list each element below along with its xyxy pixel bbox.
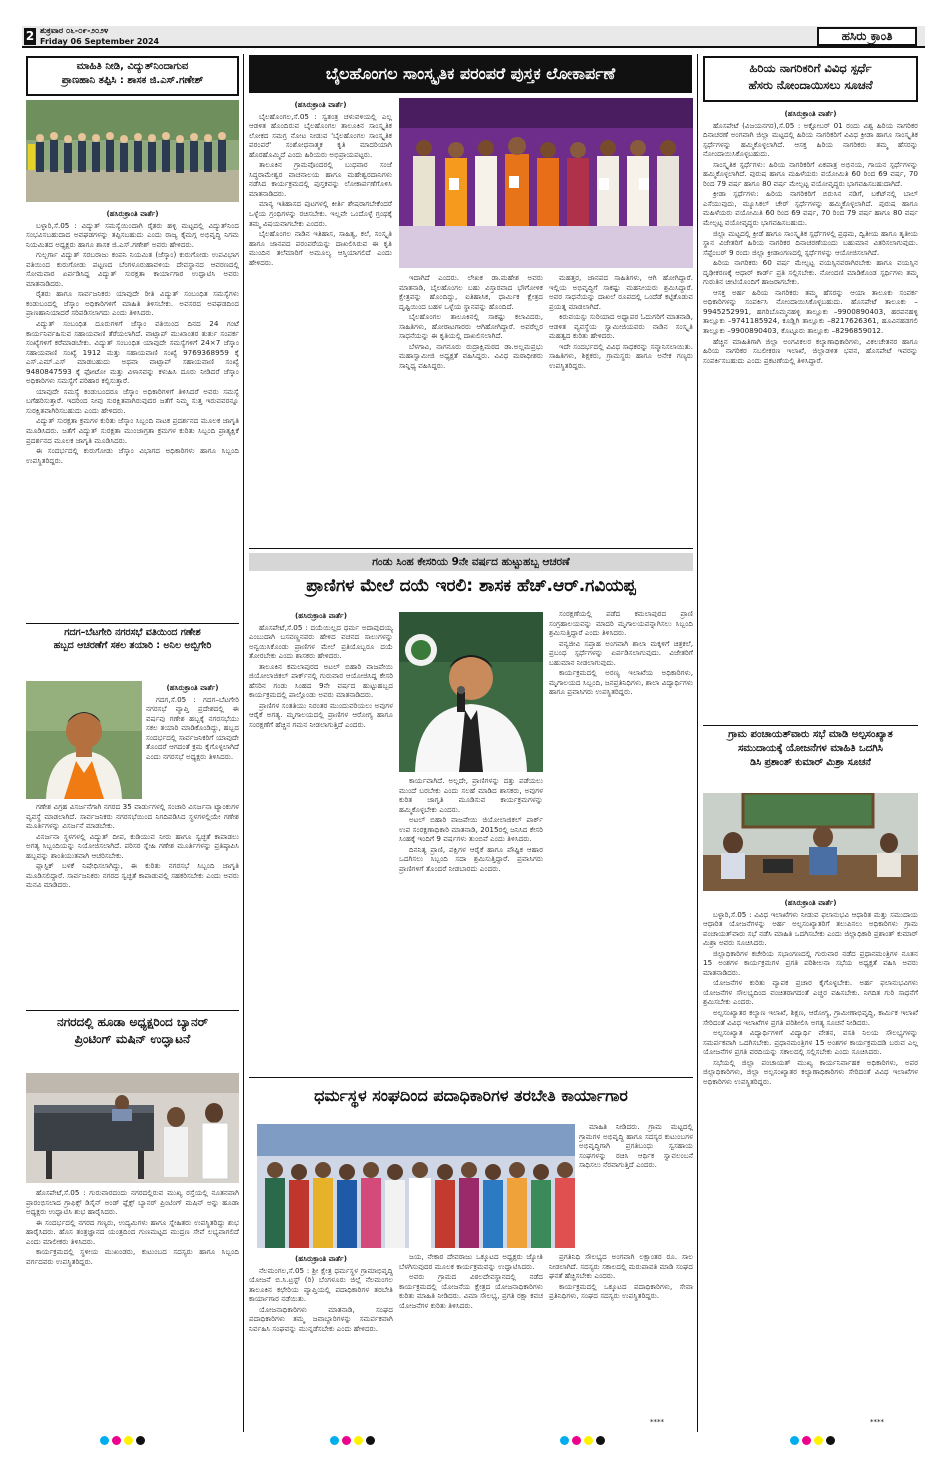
registration-dot	[112, 1436, 121, 1445]
panchayat-body	[703, 896, 918, 1418]
registration-dot	[572, 1436, 581, 1445]
paragraph: ಬೈಲಹೊಂಗಲ,ಸೆ.05 : ಸ್ವತಂತ್ರ ಚಳುವಳಿಯಲ್ಲಿ ಎಲ್ಲ ಆಡಳಿತ ಹೊಂದಿರುವ ಬೈಲಹೊಂಗಲ ತಾಲೂಕಿನ ಸಾಂಸ್ಕೃತಿಕ ಲೋಕದ ಸಮಗ್ರ ನೋಟ ನೀಡುವ 'ಬೈಲಹೊಂಗಲ ಸಾಂಸ್ಕೃತಿಕ ಪರಂಪರೆ' ಸಂಶೋಧನಾತ್ಮಕ ಕೃತಿ ಮಾದರಿಯಾಗಿ ಹೊರಹೊಮ್ಮಿದೆ ಎಂದು ಹಿರಿಯರು ಅಭಿಪ್ರಾಯಪಟ್ಟರು.	[249, 111, 392, 159]
panchayat-headline-3: ಡಿಸಿ ಪ್ರಶಾಂತ್ ಕುಮಾರ್ ಮಿಶ್ರಾ ಸೂಚನೆ	[750, 757, 871, 768]
paragraph: ಕಾರ್ಯಕ್ರಮದಲ್ಲಿ ಒಕ್ಕೂಟದ ಪದಾಧಿಕಾರಿಗಳು, ಸೇವಾ ಪ್ರತಿನಿಧಿಗಳು, ಸಂಘದ ಸದಸ್ಯರು ಉಪಸ್ಥಿತರಿದ್ದರು.	[549, 1281, 693, 1301]
animals-headline: ಪ್ರಾಣಿಗಳ ಮೇಲೆ ದಯೆ ಇರಲಿ: ಶಾಸಕ ಹೆಚ್.ಆರ್.ಗವಿಯಪ್ಪ	[306, 576, 636, 596]
paragraph: ತಾಲೂಕಿನ ಕಮಲಾಪುರದ ಅಟಲ್ ಬಿಹಾರಿ ವಾಜಪೇಯಿ ಜಿಯೋಲಾಜಿಕಲ್ ಪಾರ್ಕ್‌ನಲ್ಲಿ ಗುರುವಾರ ಆಯೋಜಿಸಿದ್ದ ಕೇಸರಿ ಹೆಸರಿನ ಗಂಡು ಸಿಂಹದ 9ನೇ ವರ್ಷದ ಹುಟ್ಟುಹಬ್ಬದ ಕಾರ್ಯಕ್ರಮದಲ್ಲಿ ಪಾಲ್ಗೊಂಡು ಅವರು ಮಾತನಾಡಿದರು.	[249, 661, 393, 700]
panchayat-headline-1: ಗ್ರಾಮ ಪಂಚಾಯತ್‌ವಾರು ಸಭೆ ಮಾಡಿ ಅಲ್ಪಸಂಖ್ಯಾತ	[728, 729, 893, 740]
divider	[249, 548, 693, 549]
registration-dot	[814, 1436, 823, 1445]
paragraph: ಈ ಸಂದರ್ಭದಲ್ಲಿ ನಗರದ ಗಣ್ಯರು, ಉದ್ಯಮಿಗಳು ಹಾಗೂ ಸ್ನೇಹಿತರು ಉಪಸ್ಥಿತರಿದ್ದು ಶುಭ ಹಾರೈಸಿದರು. ಹೊಸ ತಂತ್ರಜ್ಞಾನದ ಯಂತ್ರದಿಂದ ಗುಣಮಟ್ಟದ ಮುದ್ರಣ ಸೇವೆ ಲಭ್ಯವಾಗಲಿದೆ ಎಂದು ಮಾಲೀಕರು ತಿಳಿಸಿದರು.	[26, 1217, 239, 1246]
registration-dot	[124, 1436, 133, 1445]
paragraph: ಹೊಸಪೇಟೆ,ಸೆ.05 : ಗುರುವಾರದಂದು ನಗರದಲ್ಲಿರುವ ಮುಖ್ಯ ರಸ್ತೆಯಲ್ಲಿ ನೂತನವಾಗಿ ಪ್ರಾರಂಭಿಸಲಾದ ಗ್ರಾಫಿಕ್ಸ್ ಡಿಸೈನ್ ಅಂಡ್ ಫ್ಲೆಕ್ಸ್ ಬ್ಯಾನರ್ ಪ್ರಿಂಟಿಂಗ್ ಮಷಿನ್ ಅನ್ನು ಹೂಡಾ ಅಧ್ಯಕ್ಷರು ಉದ್ಘಾಟಿಸಿ ಶುಭ ಹಾರೈಸಿದರು.	[26, 1188, 239, 1217]
registration-dot	[136, 1436, 145, 1445]
panchayat-photo	[703, 793, 918, 891]
paragraph: ವಿಸರ್ಜನಾ ಸ್ಥಳಗಳಲ್ಲಿ ವಿದ್ಯುತ್ ದೀಪ, ಕುಡಿಯುವ ನೀರು ಹಾಗೂ ಸ್ವಚ್ಛತೆ ಕಾಪಾಡಲು ಅಗತ್ಯ ಸಿಬ್ಬಂದಿಯನ್ನು ನಿಯೋಜಿಸಲಾಗಿದೆ. ಪರಿಸರ ಸ್ನೇಹಿ ಗಣೇಶ ಮೂರ್ತಿಗಳನ್ನು ಪ್ರತಿಷ್ಠಾಪಿಸಿ ಹಬ್ಬವನ್ನು ಶಾಂತಿಯುತವಾಗಿ ಆಚರಿಸಬೇಕು.	[26, 831, 239, 860]
page-header	[22, 26, 925, 48]
electricity-photo	[26, 100, 239, 202]
paragraph: ಮಾಹಿತಿ ನೀಡಿದರು. ಗ್ರಾಮ ಮಟ್ಟದಲ್ಲಿ ಗ್ರಾಮಗಳ ಅಭಿವೃದ್ಧಿ ಹಾಗೂ ಸದಸ್ಯರ ಕುಟುಂಬಗಳ ಅಭಿವೃದ್ಧಿಗಾಗಿ ಪ್ರಗತಿಬಂಧು ಸ್ವಸಹಾಯ ಸಂಘಗಳನ್ನು ರಚಿಸಿ ಆರ್ಥಿಕ ಸ್ವಾವಲಂಬನೆ ಸಾಧಿಸಲು ನೆರವಾಗುತ್ತಿದೆ ಎಂದರು.	[579, 1122, 693, 1170]
divider	[26, 623, 239, 624]
paragraph: ಈ ಸಂದರ್ಭದಲ್ಲಿ ಕುರುಗೋಡು ಜೆಸ್ಕಾಂ ವಿಭಾಗದ ಅಧಿಕಾರಿಗಳು ಹಾಗೂ ಸಿಬ್ಬಂದಿ ಉಪಸ್ಥಿತರಿದ್ದರು.	[26, 446, 239, 465]
registration-marks	[100, 1436, 145, 1445]
paragraph: ಯೋಜನೆಗಳ ಕುರಿತು ವ್ಯಾಪಕ ಪ್ರಚಾರ ಕೈಗೊಳ್ಳಬೇಕು. ಅರ್ಹ ಫಲಾನುಭವಿಗಳು ಯೋಜನೆಗಳ ಸೌಲಭ್ಯದಿಂದ ವಂಚಿತರಾಗದಂತೆ ಎಚ್ಚರ ವಹಿಸಬೇಕು. ನಿಗದಿತ ಗುರಿ ಸಾಧನೆಗೆ ಶ್ರಮಿಸಬೇಕು ಎಂದರು.	[703, 978, 918, 1007]
paragraph: ಹಿರಿಯ ನಾಗರಿಕರು 60 ವರ್ಷ ಮೇಲ್ಪಟ್ಟ ವಯಸ್ಸಿನವರಾಗಿರಬೇಕು ಹಾಗೂ ವಯಸ್ಸಿನ ದೃಢೀಕರಣಕ್ಕೆ ಆಧಾರ್ ಕಾರ್ಡ್ ಪ್ರತಿ ಸಲ್ಲಿಸಬೇಕು. ನೋಂದಣಿ ಮಾಡಿಕೊಂಡ ಸ್ಪರ್ಧಿಗಳು ತಮ್ಮ ಗುರುತಿನ ಚೀಟಿಯೊಂದಿಗೆ ಹಾಜರಾಗಬೇಕು.	[703, 258, 918, 287]
paragraph: ಜಿಲ್ಲಾಧಿಕಾರಿಗಳ ಕಚೇರಿಯ ಸಭಾಂಗಣದಲ್ಲಿ ಗುರುವಾರ ನಡೆದ ಪ್ರಧಾನಮಂತ್ರಿಗಳ ನೂತನ 15 ಅಂಶಗಳ ಕಾರ್ಯಕ್ರಮಗಳ ಪ್ರಗತಿ ಪರಿಶೀಲನಾ ಸಭೆಯ ಅಧ್ಯಕ್ಷತೆ ವಹಿಸಿ ಅವರು ಮಾತನಾಡಿದರು.	[703, 948, 918, 977]
panchayat-headline-2: ಸಮುದಾಯಕ್ಕೆ ಯೋಜನೆಗಳ ಮಾಹಿತಿ ಒದಗಿಸಿ	[738, 743, 883, 754]
paragraph: ಸಾಂಸ್ಕೃತಿಕ ಸ್ಪರ್ಧೆಗಳು: ಹಿರಿಯ ನಾಗರಿಕರಿಗೆ ಏಕಪಾತ್ರ ಅಭಿನಯ, ಗಾಯನ ಸ್ಪರ್ಧೆಗಳನ್ನು ಹಮ್ಮಿಕೊಳ್ಳಲಾಗಿದೆ. ಪುರುಷ ಹಾಗೂ ಮಹಿಳೆಯರು ವಯೋಮಿತಿ 60 ರಿಂದ 69 ವರ್ಷ, 70 ರಿಂದ 79 ವರ್ಷ ಹಾಗೂ 80 ವರ್ಷ ಮೇಲ್ಪಟ್ಟ ವಯೋವೃದ್ಧರು ಭಾಗವಹಿಸಬಹುದಾಗಿದೆ.	[703, 159, 918, 188]
registration-dot	[596, 1436, 605, 1445]
ganesha-lead	[146, 681, 239, 799]
paragraph: ಪ್ರಾಣಿಗಳ ಸಂತತಿಯು ನಿರಂತರ ಮುಂದುವರಿಯಲು ಅವುಗಳ ಆರೈಕೆ ಅಗತ್ಯ. ಮೃಗಾಲಯದಲ್ಲಿ ಪ್ರಾಣಿಗಳ ಆರೋಗ್ಯ ಹಾಗೂ ಸಂರಕ್ಷಣೆಗೆ ಹೆಚ್ಚಿನ ಗಮನ ನೀಡಲಾಗುತ್ತಿದೆ ಎಂದರು.	[249, 700, 393, 730]
column-rule	[697, 54, 698, 1432]
registration-dot	[354, 1436, 363, 1445]
divider	[26, 1010, 239, 1011]
paragraph: ಕಾರ್ಯಕ್ರಮದಲ್ಲಿ ಸ್ಥಳೀಯ ಮುಖಂಡರು, ಕುಟುಂಬದ ಸದಸ್ಯರು ಹಾಗೂ ಸಿಬ್ಬಂದಿ ವರ್ಗದವರು ಉಪಸ್ಥಿತರಿದ್ದರು.	[26, 1247, 239, 1266]
paragraph: ಕಿರುವಯಸ್ಸು ಸುರಿಯಾದ ಅಧ್ಯಾಪರ ಓದುಗರಿಗೆ ಮಾತನಾಡಿ, ಆಡಳಿತ ವ್ಯವಸ್ಥೆಯ ಸ್ವಾಮೀಜಿಯವರು ನಾಡಿನ ಸಂಸ್ಕೃತಿ ಮಹತ್ವದ ಕುರಿತು ಹೇಳಿದರು.	[549, 312, 693, 341]
seniors-headline-2: ಹೆಸರು ನೋಂದಾಯಿಸಲು ಸೂಚನೆ	[748, 77, 873, 92]
dharmasthala-col-3	[549, 1252, 693, 1418]
electricity-dateline: (ಹಸಿರುಕ್ರಾಂತಿ ವಾರ್ತೆ)	[106, 209, 159, 218]
book-release-photo	[399, 98, 693, 268]
paragraph: ಇದಾಗಿದೆ ಎಂದರು. ಲೇಖಕ ಡಾ.ಮಹೇಶ ಅವರು ಮಾತನಾಡಿ, ಬೈಲಹೊಂಗಲ ಬಹು ವಿಸ್ತಾರವಾದ ಭೌಗೋಳಿಕ ಕ್ಷೇತ್ರವನ್ನು ಹೊಂದಿದ್ದು, ಐತಿಹಾಸಿಕ, ಧಾರ್ಮಿಕ ಕ್ಷೇತ್ರದ ದೃಷ್ಟಿಯಿಂದ ಬಹಳ ಒಳ್ಳೆಯ ಸ್ಥಾನವನ್ನು ಹೊಂದಿದೆ.	[399, 273, 543, 311]
registration-marks	[330, 1436, 375, 1445]
dharmasthala-photo	[257, 1124, 575, 1248]
divider	[703, 725, 918, 726]
paragraph: ಮಾನ್ಯ ಇತಿಹಾಸದ ಪುಟಗಳಲ್ಲಿ ಕೀರ್ತಿ ಶೇಷರಾಗಬೇಕೆಂದರೆ ಒಳ್ಳೆಯ ಗ್ರಂಥಿಗಳನ್ನು ರಚಿಸಬೇಕು. ಇಲ್ಲವೇ ಒಂದೊಳ್ಳೆ ಗ್ರಂಥಕ್ಕೆ ತಮ್ಮ ವಿಷಯವಾಗಬೇಕು ಎಂದರು.	[249, 199, 392, 228]
book-release-col-3	[549, 273, 693, 543]
ganesha-body	[26, 802, 239, 1007]
electricity-headline-2: ಪ್ರಾಣಹಾನಿ ತಪ್ಪಿಸಿ : ಶಾಸಕ ಜಿ.ಎಸ್.ಗಣೇಶ್	[61, 75, 204, 86]
paragraph: ಬಳ್ಳಾರಿ,ಸೆ.05 : ವಿವಿಧ ಇಲಾಖೆಗಳು ನೀಡುವ ಫಲಾನುಭವಿ ಆಧಾರಿತ ಮತ್ತು ಸಮುದಾಯ ಆಧಾರಿತ ಯೋಜನೆಗಳನ್ನು ಅರ್ಹ ಅಲ್ಪಸಂಖ್ಯಾತರಿಗೆ ತಲುಪಿಸಲು ಅಧಿಕಾರಿಗಳು ಗ್ರಾಮ ಪಂಚಾಯತ್‌ವಾರು ಸಭೆ ನಡೆಸಿ ಮಾಹಿತಿ ಒದಗಿಸಬೇಕು ಎಂದು ಜಿಲ್ಲಾಧಿಕಾರಿ ಪ್ರಶಾಂತ್ ಕುಮಾರ್ ಮಿಶ್ರಾ ಅವರು ಸೂಚಿಸಿದರು.	[703, 909, 918, 948]
paragraph: ಬೆಳಗಾವಿ, ನಾಗನೂರು ರುದ್ರಾಕ್ಷಿಮಠದ ಡಾ.ಅಲ್ಲಮಪ್ರಭು ಮಹಾಸ್ವಾಮೀಜಿ ಅಧ್ಯಕ್ಷತೆ ವಹಿಸಿದ್ದರು. ವಿವಿಧ ಮಠಾಧೀಶರು ಸಾನ್ನಿಧ್ಯ ವಹಿಸಿದ್ದರು.	[399, 341, 543, 370]
page-number: 2	[25, 29, 35, 43]
registration-dot	[100, 1436, 109, 1445]
printing-headline-2: ಪ್ರಿಂಟಿಂಗ್ ಮಷಿನ್ ಉದ್ಘಾಟನೆ	[74, 1032, 191, 1047]
paragraph: ಪ್ರಗತಿನಿಧಿ ಸೌಲಭ್ಯದ ಅಂಗವಾಗಿ ಲಕ್ಷಾಂತರ ರೂ. ಸಾಲ ನೀಡಲಾಗಿದೆ. ಸದಸ್ಯರು ಸಕಾಲದಲ್ಲಿ ಮರುಪಾವತಿ ಮಾಡಿ ಸಂಘದ ಘನತೆ ಹೆಚ್ಚಿಸಬೇಕು ಎಂದರು.	[549, 1252, 693, 1281]
paragraph: ಬೈಲಹೊಂಗಲ ನಾಡಿನ ಇತಿಹಾಸ, ಸಾಹಿತ್ಯ, ಕಲೆ, ಸಂಸ್ಕೃತಿ ಹಾಗೂ ಜಾನಪದ ಪರಂಪರೆಯನ್ನು ದಾಖಲಿಸಿರುವ ಈ ಕೃತಿ ಮುಂದಿನ ತಲೆಮಾರಿಗೆ ಅಮೂಲ್ಯ ಆಸ್ತಿಯಾಗಲಿದೆ ಎಂದು ಹೇಳಿದರು.	[249, 229, 392, 267]
animals-col-2	[399, 776, 543, 1071]
seniors-headline-box	[703, 56, 918, 102]
paragraph: ರೈತರು ಹಾಗೂ ಸಾರ್ವಜನಿಕರು ಯಾವುದೇ ರೀತಿ ವಿದ್ಯುತ್ ಸಂಬಂಧಿತ ಸಮಸ್ಯೆಗಳು ಕಂಡುಬಂದಲ್ಲಿ ಜೆಸ್ಕಾಂ ಅಧಿಕಾರಿಗಳಿಗೆ ಮಾಹಿತಿ ತಿಳಿಸಬೇಕು. ಅವಸರದ ಅವಘಡದಿಂದ ಪ್ರಾಣಹಾನಿಯಾದರೆ ಸರಿಪಡಿಸಲಾಗದು ಎಂದು ತಿಳಿಸಿದರು.	[26, 289, 239, 318]
electricity-body	[26, 207, 239, 620]
registration-marks	[560, 1436, 605, 1445]
registration-dot	[330, 1436, 339, 1445]
animals-dateline: (ಹಸಿರುಕ್ರಾಂತಿ ವಾರ್ತೆ)	[294, 611, 347, 620]
animals-kicker: ಗಂಡು ಸಿಂಹ ಕೇಸರಿಯ 9ನೇ ವರ್ಷದ ಹುಟ್ಟುಹಬ್ಬ ಆಚರಣೆ	[249, 553, 693, 571]
paragraph: ದಿನನಿತ್ಯ ಪ್ರಾಣಿ, ಪಕ್ಷಿಗಳ ಆರೈಕೆ ಹಾಗೂ ಪೌಷ್ಟಿಕ ಆಹಾರ ಒದಗಿಸಲು ಸಿಬ್ಬಂದಿ ಸದಾ ಶ್ರಮಿಸುತ್ತಿದ್ದಾರೆ. ಪ್ರವಾಸಿಗರು ಪ್ರಾಣಿಗಳಿಗೆ ತೊಂದರೆ ನೀಡಬಾರದು ಎಂದರು.	[399, 844, 543, 873]
registration-marks	[790, 1436, 835, 1445]
electricity-headline-box	[26, 56, 239, 96]
paragraph: ಸಭೆಯಲ್ಲಿ ಜಿಲ್ಲಾ ಪಂಚಾಯತ್ ಮುಖ್ಯ ಕಾರ್ಯನಿರ್ವಾಹಕ ಅಧಿಕಾರಿಗಳು, ಅಪರ ಜಿಲ್ಲಾಧಿಕಾರಿಗಳು, ಜಿಲ್ಲಾ ಅಲ್ಪಸಂಖ್ಯಾತರ ಕಲ್ಯಾಣಾಧಿಕಾರಿಗಳು ಸೇರಿದಂತೆ ವಿವಿಧ ಇಲಾಖೆಗಳ ಅಧಿಕಾರಿಗಳು ಉಪಸ್ಥಿತರಿದ್ದರು.	[703, 1057, 918, 1086]
book-release-col-1	[249, 98, 392, 542]
paragraph: ಜಯ, ನೇಕಾರ ದೇವರಾಜು ಒಕ್ಕೂಟದ ಅಧ್ಯಕ್ಷರು ಜ್ಯೋತಿ ಬೆಳಗಿಸುವುದರ ಮೂಲಕ ಕಾರ್ಯಕ್ರಮವನ್ನು ಉದ್ಘಾಟಿಸಿದರು.	[399, 1252, 543, 1271]
ganesha-headline-1: ಗದಗ–ಬೆಟಗೇರಿ ನಗರಸಭೆ ವತಿಯಿಂದ ಗಣೇಶ	[64, 627, 201, 638]
ganesha-headline-2: ಹಬ್ಬದ ಆಚರಣೆಗೆ ಸಕಲ ತಯಾರಿ : ಅನಿಲ ಅಬ್ಬಿಗೇರಿ	[53, 640, 212, 652]
animals-photo	[399, 612, 543, 772]
end-marker: ****	[650, 1418, 664, 1426]
paragraph: ವಿದ್ಯುತ್ ಸಂಬಂಧಿತ ದೂರುಗಳಿಗೆ ಜೆಸ್ಕಾಂ ವತಿಯಿಂದ ದಿನದ 24 ಗಂಟೆ ಕಾರ್ಯನಿರ್ವಹಿಸುವ ಸಹಾಯವಾಣಿ ತೆರೆಯಲಾಗಿದೆ. ವಾಟ್ಸಾಪ್ ಮುಖಾಂತರ ತುರ್ತು ಸಂಪರ್ಕ ಸಂಖ್ಯೆಗಳಿಗೆ ಕರೆಮಾಡಬೇಕು. ವಿದ್ಯುತ್ ಸಂಬಂಧಿತ ಯಾವುದೇ ಸಮಸ್ಯೆಗಳಿಗೆ 24×7 ಜೆಸ್ಕಾಂ ಸಹಾಯವಾಣಿ ಸಂಖ್ಯೆ 1912 ಮತ್ತು ಸಹಾಯವಾಣಿ ಸಂಖ್ಯೆ 9769368959 ಕ್ಕೆ ಎಸ್.ಎಮ್.ಎಸ್ ಮಾಡಬಹುದು ಅಥವಾ ವಾಟ್ಸಾಪ್ ಸಹಾಯವಾಣಿ ಸಂಖ್ಯೆ 9480847593 ಕ್ಕೆ ಫೋಟೋ ಮತ್ತು ವಿಳಾಸವನ್ನು ಕಳುಹಿಸಿ ದೂರು ನೀಡಿದರೆ ಜೆಸ್ಕಾಂ ಅಧಿಕಾರಿಗಳು ಸಮಸ್ಯೆಗೆ ಪರಿಹಾರ ಕಲ್ಪಿಸುತ್ತಾರೆ.	[26, 319, 239, 386]
paragraph: ಹೊಸಪೇಟೆ (ವಿಜಯನಗರ),ಸೆ.05 : ಅಕ್ಟೋಬರ್ 01 ರಂದು ವಿಶ್ವ ಹಿರಿಯ ನಾಗರಿಕರ ದಿನಾಚರಣೆ ಅಂಗವಾಗಿ ಜಿಲ್ಲಾ ಮಟ್ಟದಲ್ಲಿ ಹಿರಿಯ ನಾಗರಿಕರಿಗೆ ವಿವಿಧ ಕ್ರೀಡಾ ಹಾಗೂ ಸಾಂಸ್ಕೃತಿಕ ಸ್ಪರ್ಧೆಗಳನ್ನು ಹಮ್ಮಿಕೊಳ್ಳಲಾಗಿದೆ. ಆಸಕ್ತ ಹಿರಿಯ ನಾಗರಿಕರು ತಮ್ಮ ಹೆಸರನ್ನು ನೋಂದಾಯಿಸಿಕೊಳ್ಳಬಹುದು.	[703, 120, 918, 159]
paragraph: ಹೆಚ್ಚಿನ ಮಾಹಿತಿಗಾಗಿ ಜಿಲ್ಲಾ ಅಂಗವಿಕಲರ ಕಲ್ಯಾಣಾಧಿಕಾರಿಗಳು, ವಿಕಲಚೇತನರ ಹಾಗೂ ಹಿರಿಯ ನಾಗರಿಕರ ಸಬಲೀಕರಣ ಇಲಾಖೆ, ಜಿಲ್ಲಾಡಳಿತ ಭವನ, ಹೊಸಪೇಟೆ ಇವರನ್ನು ಸಂಪರ್ಕಿಸಬಹುದು ಎಂದು ಪ್ರಕಟಣೆಯಲ್ಲಿ ತಿಳಿಸಿದ್ದಾರೆ.	[703, 336, 918, 365]
paragraph: ಅವರು ಗ್ರಾಮದ ವಿಠಲದೇವಸ್ಥಾನದಲ್ಲಿ ನಡೆದ ಕಾರ್ಯಕ್ರಮದಲ್ಲಿ ಯೋಜನೆಯ ಕ್ಷೇತ್ರದ ಯೋಜನಾಧಿಕಾರಿಗಳು ಕುರಿತು ಮಾಹಿತಿ ನೀಡಿದರು. ವಿಮಾ ಸೌಲಭ್ಯ, ಪ್ರಗತಿ ರಕ್ಷಾ ಕವಚ ಯೋಜನೆಗಳ ಕುರಿತು ತಿಳಿಸಿದರು.	[399, 1272, 543, 1310]
book-release-col-2	[399, 273, 543, 543]
panchayat-headline	[703, 729, 918, 768]
registration-dot	[802, 1436, 811, 1445]
dharmasthala-col-1	[249, 1252, 393, 1428]
end-marker: ****	[870, 1418, 884, 1426]
ganesha-photo	[26, 681, 142, 799]
paragraph: ಗದಗ,ಸೆ.05 : ಗದಗ–ಬೆಟಗೇರಿ ನಗರಸಭೆ ವ್ಯಾಪ್ತಿ ಪ್ರದೇಶದಲ್ಲಿ ಈ ವರ್ಷವು ಗಣೇಶ ಹಬ್ಬಕ್ಕೆ ನಗರಸಭೆಯು ಸಕಲ ತಯಾರಿ ಮಾಡಿಕೊಂಡಿದ್ದು, ಹಬ್ಬದ ಸಂದರ್ಭದಲ್ಲಿ ಸಾರ್ವಜನಿಕರಿಗೆ ಯಾವುದೇ ತೊಂದರೆ ಆಗದಂತೆ ಕ್ರಮ ಕೈಗೊಳ್ಳಲಾಗಿದೆ ಎಂದು ನಗರಸಭೆ ಅಧ್ಯಕ್ಷರು ತಿಳಿಸಿದರು.	[146, 694, 239, 761]
registration-dot	[790, 1436, 799, 1445]
electricity-headline-1: ಮಾಹಿತಿ ನೀಡಿ, ವಿದ್ಯುತ್‌ನಿಂದಾಗುವ	[76, 61, 189, 72]
paragraph: ಜಿಲ್ಲಾ ಮಟ್ಟದಲ್ಲಿ ಕ್ರೀಡೆ ಹಾಗೂ ಸಾಂಸ್ಕೃತಿಕ ಸ್ಪರ್ಧೆಗಳಲ್ಲಿ ಪ್ರಥಮ, ದ್ವಿತೀಯ ಹಾಗೂ ತೃತೀಯ ಸ್ಥಾನ ವಿಜೇತರಿಗೆ ಹಿರಿಯ ನಾಗರಿಕರ ದಿನಾಚರಣೆಯಂದು ಬಹುಮಾನ ವಿತರಿಸಲಾಗುವುದು. ಸೆಪ್ಟೆಂಬರ್ 9 ರಂದು ಜಿಲ್ಲಾ ಕ್ರೀಡಾಂಗಣದಲ್ಲಿ ಸ್ಪರ್ಧೆಗಳನ್ನು ಆಯೋಜಿಸಲಾಗಿದೆ.	[703, 228, 918, 257]
dharmasthala-headline: ಧರ್ಮಸ್ಥಳ ಸಂಘದಿಂದ ಪದಾಧಿಕಾರಿಗಳ ತರಬೇತಿ ಕಾರ್ಯಾಗಾರ	[314, 1086, 628, 1105]
printing-headline	[26, 1015, 239, 1047]
paragraph: ಯೋಜನಾಧಿಕಾರಿಗಳು ಮಾತನಾಡಿ, ಸಂಘದ ಪದಾಧಿಕಾರಿಗಳು ತಮ್ಮ ಜವಾಬ್ದಾರಿಗಳನ್ನು ಸಮರ್ಪಕವಾಗಿ ನಿರ್ವಹಿಸಿ ಸಂಘವನ್ನು ಮುನ್ನಡೆಸಬೇಕು ಎಂದು ಹೇಳಿದರು.	[249, 1304, 393, 1333]
paragraph: ಯಾವುದೇ ಸಮಸ್ಯೆ ಕಂಡುಬಂದರೂ ಜೆಸ್ಕಾಂ ಅಧಿಕಾರಿಗಳಿಗೆ ತಿಳಿಸಿದರೆ ಅವರು ಸಮಸ್ಯೆ ಬಗೆಹರಿಸುತ್ತಾರೆ. ಇದರಿಂದ ನೀವು ಸುರಕ್ಷಿತವಾಗಿರುವುದರ ಜತೆಗೆ ನಿಮ್ಮ ಸುತ್ತ ಇರುವವರನ್ನೂ ಸುರಕ್ಷಿತವಾಗಿರಿಸಬಹುದು ಎಂದು ಹೇಳಿದರು.	[26, 386, 239, 415]
paragraph: ಗಣೇಶ ವಿಗ್ರಹ ವಿಸರ್ಜನೆಗಾಗಿ ನಗರದ 35 ವಾರ್ಡುಗಳಲ್ಲಿ ಸಂಚಾರಿ ವಿಸರ್ಜನಾ ಟ್ಯಾಂಕುಗಳ ವ್ಯವಸ್ಥೆ ಮಾಡಲಾಗಿದೆ. ಸಾರ್ವಜನಿಕರು ನಗರಸಭೆಯಿಂದ ನಿಗದಿಪಡಿಸಿದ ಸ್ಥಳಗಳಲ್ಲಿಯೇ ಗಣೇಶ ಮೂರ್ತಿಗಳನ್ನು ವಿಸರ್ಜನೆ ಮಾಡಬೇಕು.	[26, 802, 239, 831]
paragraph: ಸಂರಕ್ಷಣೆಯಲ್ಲಿ ಪಡೆದ ಕಮಲಾಪುರದ ಪ್ರಾಣಿ ಸಂಗ್ರಹಾಲಯವನ್ನು ಮಾದರಿ ಮೃಗಾಲಯವನ್ನಾಗಿಸಲು ಸಿಬ್ಬಂದಿ ಶ್ರಮಿಸುತ್ತಿದ್ದಾರೆ ಎಂದು ತಿಳಿಸಿದರು.	[549, 609, 693, 638]
paragraph: ತಾಲೂಕಿನ ಗ್ರಾಮವೊಂದರಲ್ಲಿ ಬುಧವಾರ ಸಂಜೆ ಸಿದ್ಧರಾಮೇಶ್ವರ ವಾಚನಾಲಯ ಹಾಗೂ ಮಹೇಶ್ವರದಾನಿಗಳು ನಡೆಸಿದ ಕಾರ್ಯಕ್ರಮದಲ್ಲಿ ಪುಸ್ತಕವನ್ನು ಲೋಕಾರ್ಪಣೆಗೊಳಿಸಿ ಮಾತನಾಡಿದರು.	[249, 160, 392, 198]
paragraph: ಕಾರ್ಯಕ್ರಮದಲ್ಲಿ ಅರಣ್ಯ ಇಲಾಖೆಯ ಅಧಿಕಾರಿಗಳು, ಮೃಗಾಲಯದ ಸಿಬ್ಬಂದಿ, ಜನಪ್ರತಿನಿಧಿಗಳು, ಶಾಲಾ ವಿದ್ಯಾರ್ಥಿಗಳು ಹಾಗೂ ಪ್ರವಾಸಿಗರು ಉಪಸ್ಥಿತರಿದ್ದರು.	[549, 668, 693, 697]
paragraph: ವಿದ್ಯುತ್ ಸುರಕ್ಷತಾ ಕ್ರಮಗಳ ಕುರಿತು ಜೆಸ್ಕಾಂ ಸಿಬ್ಬಂದಿ ನಾಟಕ ಪ್ರದರ್ಶನದ ಮೂಲಕ ಜಾಗೃತಿ ಮೂಡಿಸಿದರು. ಜತೆಗೆ ವಿದ್ಯುತ್ ಸುರಕ್ಷತಾ ಮುಂಜಾಗ್ರತಾ ಕ್ರಮಗಳ ಕುರಿತು ಸಿಬ್ಬಂದಿ ಪ್ರಾತ್ಯಕ್ಷಿಕೆ ಪ್ರದರ್ಶನದ ಮೂಲಕ ಜಾಗೃತಿ ಮೂಡಿಸಿದರು.	[26, 416, 239, 445]
date-english: Friday 06 September 2024	[40, 37, 160, 46]
printing-body	[26, 1188, 239, 1428]
panchayat-dateline: (ಹಸಿರುಕ್ರಾಂತಿ ವಾರ್ತೆ)	[784, 898, 837, 907]
paragraph: ಕ್ರೀಡಾ ಸ್ಪರ್ಧೆಗಳು: ಹಿರಿಯ ನಾಗರಿಕರಿಗೆ ಬಿರುಸಿನ ನಡಿಗೆ, ಬಕೆಟ್‌ನಲ್ಲಿ ಬಾಲ್ ಎಸೆಯುವುದು, ಮ್ಯೂಸಿಕಲ್ ಚೇರ್ ಸ್ಪರ್ಧೆಗಳನ್ನು ಹಮ್ಮಿಕೊಳ್ಳಲಾಗಿದೆ. ಪುರುಷ ಹಾಗೂ ಮಹಿಳೆಯರು ವಯೋಮಿತಿ 60 ರಿಂದ 69 ವರ್ಷ, 70 ರಿಂದ 79 ವರ್ಷ ಹಾಗೂ 80 ವರ್ಷ ಮೇಲ್ಪಟ್ಟ ವಯೋವೃದ್ಧರು ಭಾಗವಹಿಸಬಹುದು.	[703, 189, 918, 228]
date-kannada: ಶುಕ್ರವಾರ ೦೬-೦೯-೨೦೨೪	[40, 26, 109, 35]
ganesha-dateline: (ಹಸಿರುಕ್ರಾಂತಿ ವಾರ್ತೆ)	[166, 683, 219, 692]
dharmasthala-right-top	[579, 1122, 693, 1250]
column-rule	[243, 54, 244, 1432]
registration-dot	[560, 1436, 569, 1445]
registration-dot	[826, 1436, 835, 1445]
dharmasthala-dateline: (ಹಸಿರುಕ್ರಾಂತಿ ವಾರ್ತೆ)	[294, 1254, 347, 1263]
paragraph: ಕಾರ್ಯವಾಗಿದೆ. ಅಲ್ಲದೇ, ಪ್ರಾಣಿಗಳನ್ನು ದತ್ತು ಪಡೆಯಲು ಮುಂದೆ ಬರಬೇಕು ಎಂದು ಸಲಹೆ ಮಾಡಿದ ಶಾಸಕರು, ಅವುಗಳ ಕುರಿತ ಜಾಗೃತಿ ಮೂಡಿಸುವ ಕಾರ್ಯಕ್ರಮಗಳನ್ನು ಹಮ್ಮಿಕೊಳ್ಳಬೇಕು ಎಂದರು.	[399, 776, 543, 814]
paragraph: ನೆಲಮಂಗಲ,ಸೆ.05 : ಶ್ರೀ ಕ್ಷೇತ್ರ ಧರ್ಮಸ್ಥಳ ಗ್ರಾಮಾಭಿವೃದ್ಧಿ ಯೋಜನೆ ಬಿ.ಸಿ.ಟ್ರಸ್ಟ್ (ರಿ) ಬೆಂಗಳೂರು ಜಿಲ್ಲೆ ನೆಲಮಂಗಲ ತಾಲೂಕಿನ ಕಛೇರಿಯ ವ್ಯಾಪ್ತಿಯಲ್ಲಿ ಪದಾಧಿಕಾರಿಗಳ ತರಬೇತಿ ಕಾರ್ಯಾಗಾರ ನಡೆಯಿತು.	[249, 1265, 393, 1304]
dharmasthala-col-2	[399, 1252, 543, 1428]
animals-col-1	[249, 609, 393, 1071]
paragraph: ಪ್ಲಾಸ್ಟಿಕ್ ಬಳಕೆ ನಿಷೇಧಿಸಲಾಗಿದ್ದು, ಈ ಕುರಿತು ನಗರಸಭೆ ಸಿಬ್ಬಂದಿ ಜಾಗೃತಿ ಮೂಡಿಸಲಿದ್ದಾರೆ. ಸಾರ್ವಜನಿಕರು ನಗರದ ಸ್ವಚ್ಛತೆ ಕಾಪಾಡುವಲ್ಲಿ ಸಹಕರಿಸಬೇಕು ಎಂದು ಅವರು ಮನವಿ ಮಾಡಿದರು.	[26, 861, 239, 890]
registration-dot	[342, 1436, 351, 1445]
book-release-dateline: (ಹಸಿರುಕ್ರಾಂತಿ ವಾರ್ತೆ)	[294, 100, 347, 109]
paragraph: ಅಟಲ್ ಬಿಹಾರಿ ವಾಜಪೇಯಿ ಜಿಯೋಲಾಜಿಕಲ್ ಪಾರ್ಕ್ ಉಪ ಸಂರಕ್ಷಣಾಧಿಕಾರಿ ಮಾತನಾಡಿ, 2015ರಲ್ಲಿ ಜನಿಸಿದ ಕೇಸರಿ ಸಿಂಹಕ್ಕೆ ಇಂದಿಗೆ 9 ವರ್ಷಗಳು ತುಂಬಿವೆ ಎಂದು ತಿಳಿಸಿದರು.	[399, 815, 543, 844]
paragraph: ಆಸಕ್ತ ಅರ್ಹ ಹಿರಿಯ ನಾಗರಿಕರು ತಮ್ಮ ಹೆಸರನ್ನು ಆಯಾ ತಾಲೂಕು ಸಂಪರ್ಕ ಅಧಿಕಾರಿಗಳನ್ನು ಸಂಪರ್ಕಿಸಿ ನೋಂದಾಯಿಸಿಕೊಳ್ಳಬಹುದು. ಹೊಸಪೇಟೆ ತಾಲೂಕು –9945252991, ಹಗರಿಬೊಮ್ಮನಹಳ್ಳಿ ತಾಲ್ಲೂಕು –9900890403, ಹರಪನಹಳ್ಳಿ ತಾಲ್ಲೂಕು –9741185924, ಕೂಡ್ಲಿಗಿ ತಾಲ್ಲೂಕು –8217626361, ಹೂವಿನಹಡಗಲಿ ತಾಲ್ಲೂಕು –9900890403, ಕೊಟ್ಟೂರು ತಾಲ್ಲೂಕು –8296859012.	[703, 287, 918, 336]
registration-dot	[366, 1436, 375, 1445]
paragraph: ಬಳ್ಳಾರಿ,ಸೆ.05 : ವಿದ್ಯುತ್ ಸಮಸ್ಯೆಯಿಂದಾಗಿ ರೈತರು ಹಳ್ಳಿ ಮಟ್ಟದಲ್ಲಿ ವಿದ್ಯುತ್‌ನಿಂದ ಸಂಭವಿಸಬಹುದಾದ ಅವಘಡಗಳನ್ನು ತಪ್ಪಿಸಬಹುದು ಎಂದು ರಾಜ್ಯ ಕೈಮಗ್ಗ ಅಭಿವೃದ್ಧಿ ನಿಗಮ ನಿಯಮಿತದ ಅಧ್ಯಕ್ಷರು ಹಾಗೂ ಶಾಸಕ ಜಿ.ಎಸ್.ಗಣೇಶ್ ಅವರು ಹೇಳಿದರು.	[26, 220, 239, 249]
masthead-logo: ಹಸಿರು ಕ್ರಾಂತಿ	[817, 27, 917, 46]
seniors-dateline: (ಹಸಿರುಕ್ರಾಂತಿ ವಾರ್ತೆ)	[784, 109, 837, 118]
book-release-headline: ಬೈಲಹೊಂಗಲ ಸಾಂಸ್ಕೃತಿಕ ಪರಂಪರೆ ಪುಸ್ತಕ ಲೋಕಾರ್ಪಣೆ	[249, 55, 692, 93]
paragraph: ಮಹತ್ತರ, ಜಾನಪದ ಸಾಹಿತಿಗಳು, ಆಗಿ ಹೋಗಿದ್ದಾರೆ. ಇಲ್ಲಿಯ ಅಭಿವೃದ್ಧಿಗೆ ಸಾಕಷ್ಟು ಮಹನೀಯರು ಶ್ರಮಿಸಿದ್ದಾರೆ. ಅವರ ಸಾಧನೆಯನ್ನು ದಾಖಲೆ ರೂಪದಲ್ಲಿ ಒಂದೆಡೆ ಕಟ್ಟಿಕೊಡುವ ಪ್ರಯತ್ನ ಮಾಡಲಾಗಿದೆ.	[549, 273, 693, 311]
printing-photo	[26, 1073, 239, 1183]
registration-dot	[584, 1436, 593, 1445]
printing-headline-1: ನಗರದಲ್ಲಿ ಹೂಡಾ ಅಧ್ಯಕ್ಷರಿಂದ ಬ್ಯಾನರ್	[57, 1015, 208, 1029]
ganesha-headline	[26, 627, 239, 652]
divider	[249, 1077, 693, 1078]
animals-col-3	[549, 609, 693, 1071]
paragraph: ಬೈಲಹೊಂಗಲ ತಾಲೂಕಿನಲ್ಲಿ ಸಾಕಷ್ಟು ಕಲಾವಿದರು, ಸಾಹಿತಿಗಳು, ಹೋರಾಟಗಾರರು ಆಗಿಹೋಗಿದ್ದಾರೆ. ಅವರೆಲ್ಲರ ಸಾಧನೆಯನ್ನು ಈ ಕೃತಿಯಲ್ಲಿ ದಾಖಲಿಸಲಾಗಿದೆ.	[399, 312, 543, 341]
paragraph: ಗುಲ್ಬರ್ಗಾ ವಿದ್ಯುತ್ ಸರಬರಾಜು ಕಂಪನಿ ನಿಯಮಿತ (ಜೆಸ್ಕಾಂ) ಕುರುಗೋಡು ಉಪವಿಭಾಗ ವತಿಯಿಂದ ಕುರುಗೋಡು ಪಟ್ಟಣದ ಬೆಂಗಳೂರುಹಾವಳಿಯ ದೇವಸ್ಥಾನದ ಆವರಣದಲ್ಲಿ ಸೋಮವಾರ ಏರ್ಪಡಿಸಿದ್ದ ವಿದ್ಯುತ್ ಸುರಕ್ಷತಾ ಕಾರ್ಯಾಗಾರ ಉದ್ಘಾಟಿಸಿ ಅವರು ಮಾತನಾಡಿದರು.	[26, 250, 239, 288]
paragraph: ಇದೇ ಸಂದರ್ಭದಲ್ಲಿ ವಿವಿಧ ಸಾಧಕರನ್ನು ಸನ್ಮಾನಿಸಲಾಯಿತು. ಸಾಹಿತಿಗಳು, ಶಿಕ್ಷಕರು, ಗ್ರಾಮಸ್ಥರು ಹಾಗೂ ಅನೇಕ ಗಣ್ಯರು ಉಪಸ್ಥಿತರಿದ್ದರು.	[549, 341, 693, 370]
seniors-headline-1: ಹಿರಿಯ ನಾಗರಿಕರಿಗೆ ವಿವಿಧ ಸ್ಪರ್ಧೆ	[749, 61, 872, 75]
paragraph: ವನ್ಯಜೀವಿ ಸಪ್ತಾಹ ಅಂಗವಾಗಿ ಶಾಲಾ ಮಕ್ಕಳಿಗೆ ಚಿತ್ರಕಲೆ, ಪ್ರಬಂಧ ಸ್ಪರ್ಧೆಗಳನ್ನು ಏರ್ಪಡಿಸಲಾಗುವುದು. ವಿಜೇತರಿಗೆ ಬಹುಮಾನ ನೀಡಲಾಗುವುದು.	[549, 638, 693, 667]
seniors-body	[703, 107, 918, 722]
paragraph: ಹೊಸಪೇಟೆ,ಸೆ.05 : ದಯೆಯಿಲ್ಲದ ಧರ್ಮ ಅದಾವುದಯ್ಯ ಎಂಬುದಾಗಿ ಬಸವಣ್ಣನವರು ಹೇಳಿದ ವಚನದ ಸಾಲುಗಳನ್ನು ಅನ್ವಯಿಸಿಕೊಂಡು ಪ್ರಾಣಿಗಳ ಮೇಲೆ ಪ್ರತಿಯೊಬ್ಬರೂ ದಯೆ ತೋರಬೇಕು ಎಂದು ಶಾಸಕರು ಹೇಳಿದರು.	[249, 622, 393, 661]
paragraph: ಅಲ್ಪಸಂಖ್ಯಾತ ವಿದ್ಯಾರ್ಥಿಗಳಿಗೆ ವಿದ್ಯಾರ್ಥಿ ವೇತನ, ವಸತಿ ನಿಲಯ ಸೌಲಭ್ಯಗಳನ್ನು ಸಮರ್ಪಕವಾಗಿ ಒದಗಿಸಬೇಕು. ಪ್ರಧಾನಮಂತ್ರಿಗಳ 15 ಅಂಶಗಳ ಕಾರ್ಯಕ್ರಮದಡಿ ಬರುವ ಎಲ್ಲ ಯೋಜನೆಗಳ ಪ್ರಗತಿ ವರದಿಯನ್ನು ಸಕಾಲದಲ್ಲಿ ಸಲ್ಲಿಸಬೇಕು ಎಂದು ಸೂಚಿಸಿದರು.	[703, 1028, 918, 1057]
paragraph: ಅಲ್ಪಸಂಖ್ಯಾತರ ಕಲ್ಯಾಣ ಇಲಾಖೆ, ಶಿಕ್ಷಣ, ಆರೋಗ್ಯ, ಗ್ರಾಮೀಣಾಭಿವೃದ್ಧಿ, ಕಾರ್ಮಿಕ ಇಲಾಖೆ ಸೇರಿದಂತೆ ವಿವಿಧ ಇಲಾಖೆಗಳ ಪ್ರಗತಿ ಪರಿಶೀಲಿಸಿ ಅಗತ್ಯ ಸೂಚನೆ ನೀಡಿದರು.	[703, 1008, 918, 1027]
